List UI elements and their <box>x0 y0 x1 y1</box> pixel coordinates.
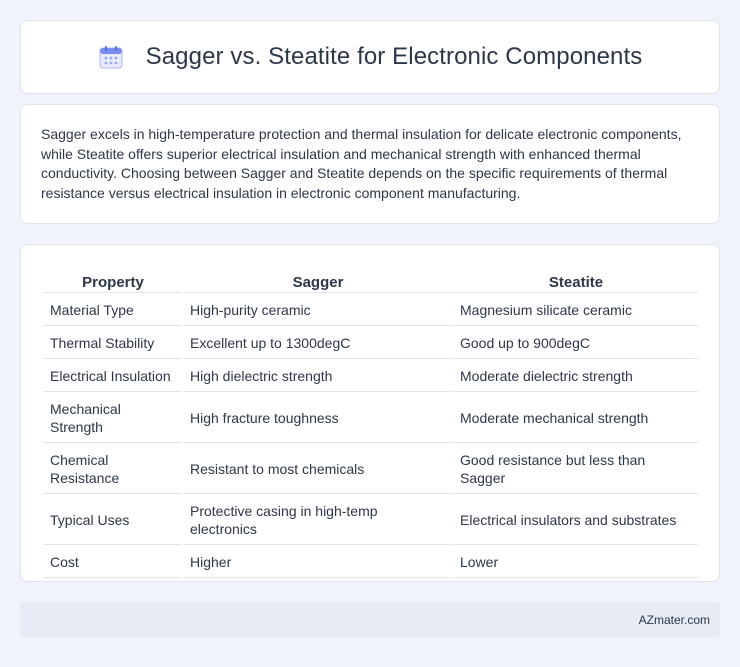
property-cell: Typical Uses <box>44 496 182 545</box>
sagger-cell: Protective casing in high-temp electronics <box>184 496 452 545</box>
steatite-cell: Good up to 900degC <box>454 328 698 359</box>
sagger-cell: High dielectric strength <box>184 361 452 392</box>
property-cell: Chemical Resistance <box>44 445 182 494</box>
steatite-cell: Moderate dielectric strength <box>454 361 698 392</box>
title-card <box>20 20 720 94</box>
property-cell: Cost <box>44 547 182 578</box>
summary-text: Sagger excels in high-temperature protection and thermal insulation for delicate electronic components, while Steatite offers superior electrical insulation and mechanical strength with enhanced thermal conductivity. Choosing between Sagger and Steatite depends on the specific requirements of thermal resistance versus electrical insulation in electronic component manufacturing. <box>41 126 682 201</box>
header-property: Property <box>44 267 182 293</box>
property-cell: Thermal Stability <box>44 328 182 359</box>
table-header-row <box>44 267 698 293</box>
sagger-cell: High fracture toughness <box>184 394 452 443</box>
steatite-cell: Magnesium silicate ceramic <box>454 295 698 326</box>
steatite-cell: Electrical insulators and substrates <box>454 496 698 545</box>
table-row <box>44 547 698 578</box>
table-row <box>44 295 698 326</box>
header-sagger: Sagger <box>184 267 452 293</box>
table-row <box>44 328 698 359</box>
table-row <box>44 394 698 443</box>
page-title: Sagger vs. Steatite for Electronic Components <box>145 43 643 70</box>
sagger-cell: Higher <box>184 547 452 578</box>
footer-bar <box>20 602 720 637</box>
property-cell: Material Type <box>44 295 182 326</box>
comparison-table-card <box>20 244 720 582</box>
comparison-table <box>42 265 700 580</box>
summary-card <box>20 104 720 224</box>
sagger-cell: Resistant to most chemicals <box>184 445 452 494</box>
property-cell: Electrical Insulation <box>44 361 182 392</box>
table-row <box>44 496 698 545</box>
table-row <box>44 445 698 494</box>
steatite-cell: Good resistance but less than Sagger <box>454 445 698 494</box>
calendar-icon <box>98 44 124 70</box>
table-row <box>44 361 698 392</box>
footer-source-link[interactable]: AZmater.com <box>638 612 710 627</box>
steatite-cell: Lower <box>454 547 698 578</box>
property-cell: Mechanical Strength <box>44 394 182 443</box>
header-steatite: Steatite <box>454 267 698 293</box>
steatite-cell: Moderate mechanical strength <box>454 394 698 443</box>
sagger-cell: High-purity ceramic <box>184 295 452 326</box>
sagger-cell: Excellent up to 1300degC <box>184 328 452 359</box>
